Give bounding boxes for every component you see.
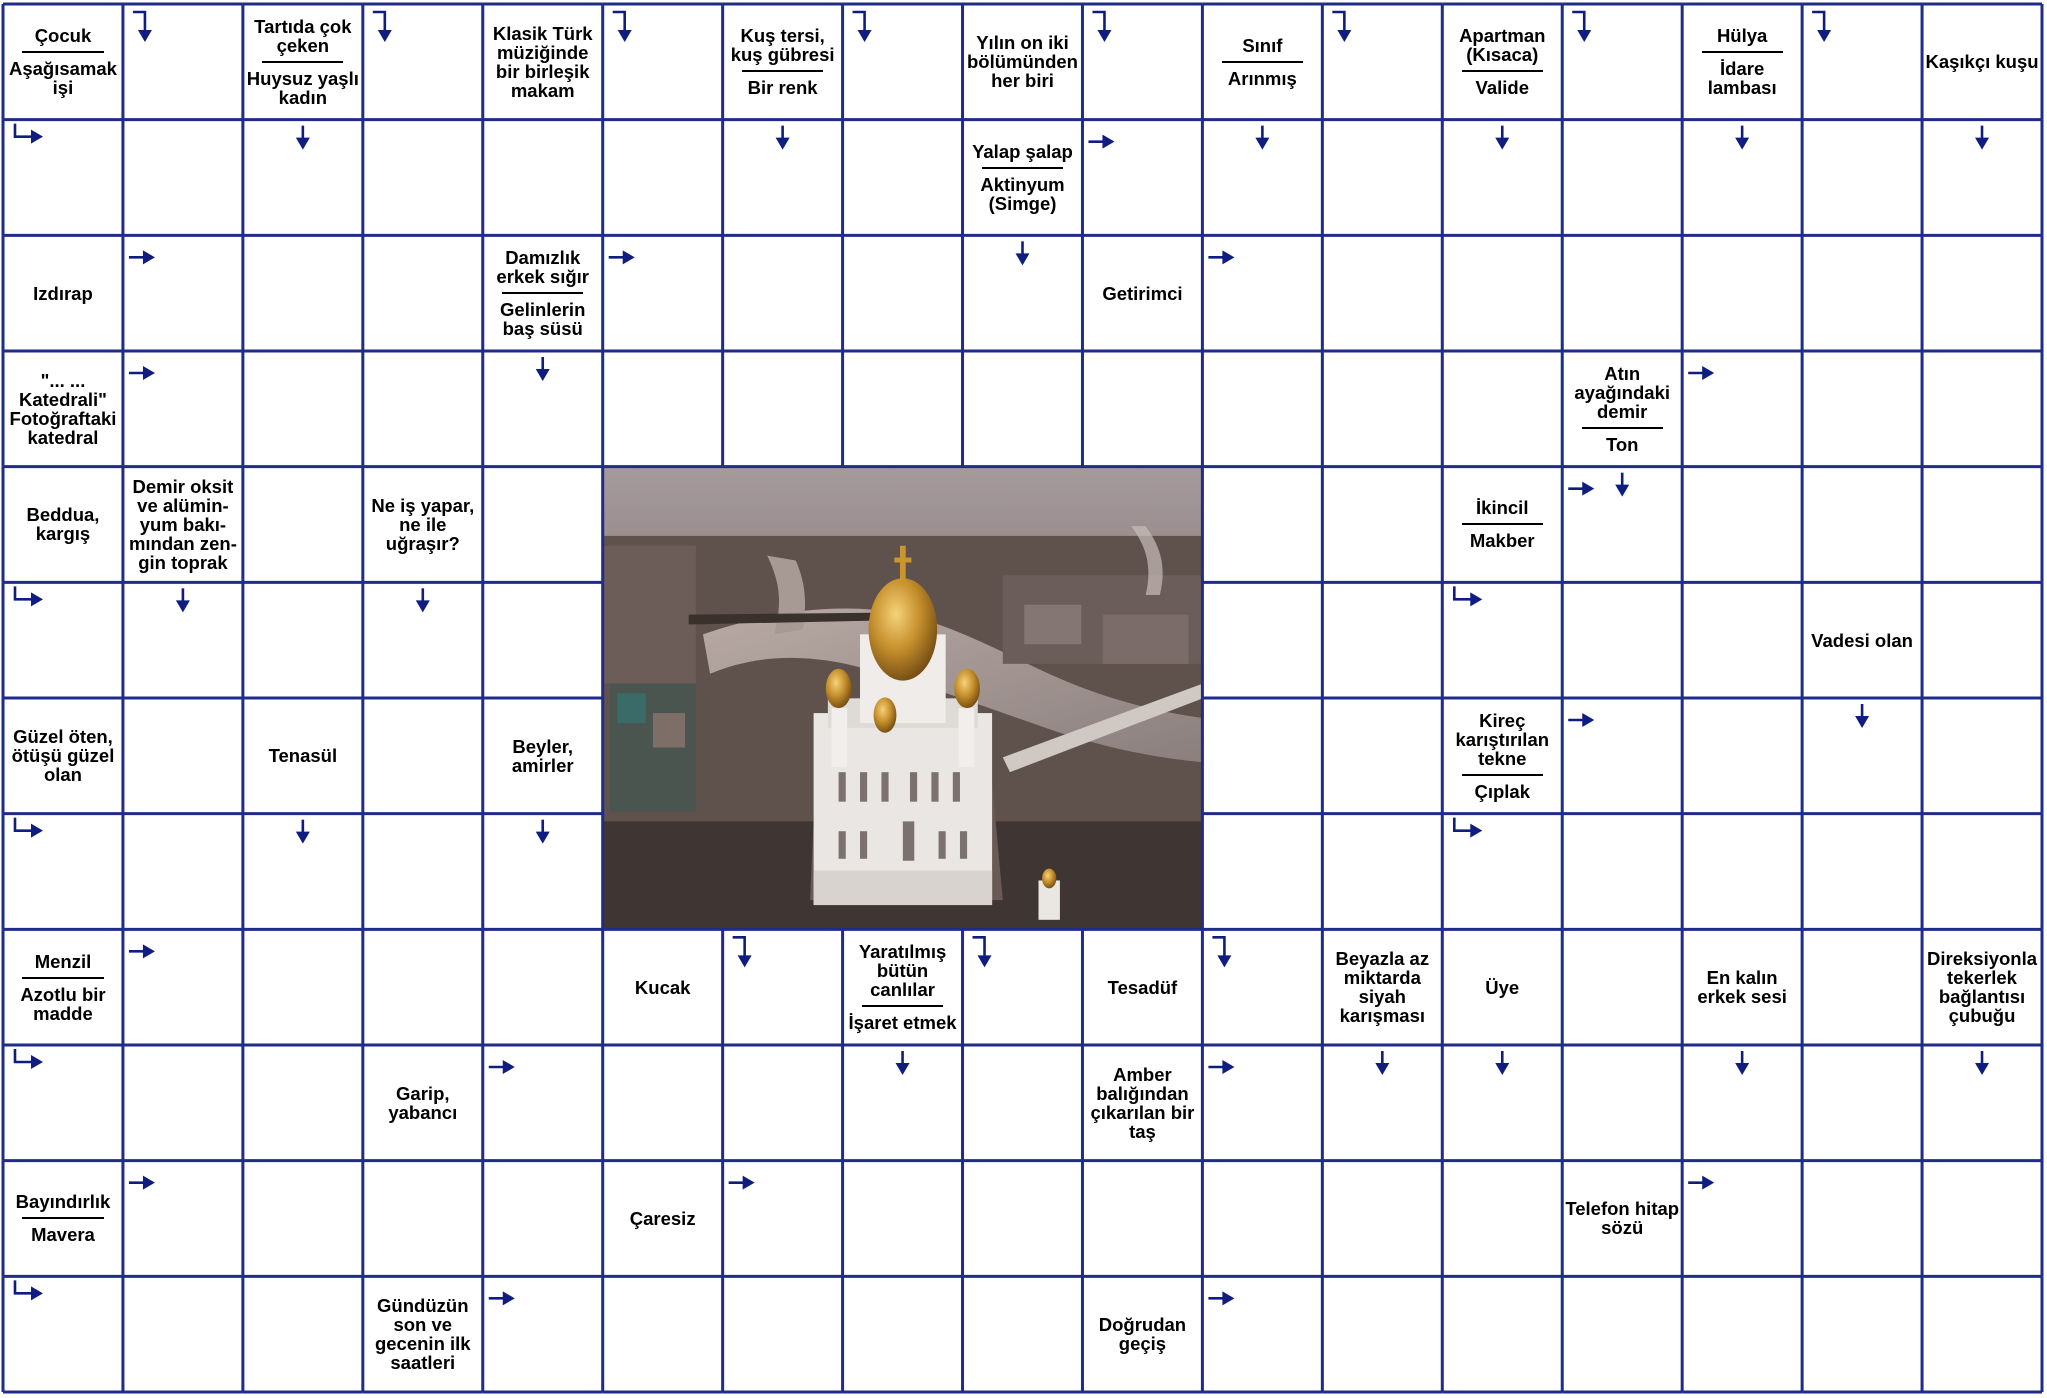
answer-cell[interactable]: [603, 1045, 723, 1161]
answer-cell[interactable]: [843, 1045, 963, 1161]
answer-cell[interactable]: [363, 351, 483, 467]
answer-cell[interactable]: [483, 351, 603, 467]
clue-text: Güzel öten, ötüşü güzel olan: [11, 726, 115, 786]
answer-cell[interactable]: [363, 235, 483, 351]
clue-separator: [1462, 70, 1543, 72]
answer-cell[interactable]: [123, 1045, 243, 1161]
answer-cell[interactable]: [1802, 4, 1922, 120]
answer-cell[interactable]: [1682, 1276, 1802, 1392]
answer-cell[interactable]: [1322, 4, 1442, 120]
clue-cell: [1442, 4, 1562, 120]
answer-cell[interactable]: [1802, 120, 1922, 236]
clue-separator: [862, 1005, 943, 1007]
clue-cell: [1322, 929, 1442, 1045]
clue-cell: [3, 467, 123, 583]
answer-cell[interactable]: [243, 929, 363, 1045]
clue-cell: [483, 235, 603, 351]
clue-cell: [603, 1161, 723, 1277]
clue-cell: [363, 1045, 483, 1161]
answer-cell[interactable]: [723, 1045, 843, 1161]
answer-cell[interactable]: [123, 4, 243, 120]
answer-cell[interactable]: [1682, 1161, 1802, 1277]
clue-text: Ton: [1605, 433, 1639, 455]
answer-cell[interactable]: [1082, 351, 1202, 467]
answer-cell[interactable]: [1322, 582, 1442, 698]
clue-text: Telefon hitap sözü: [1565, 1198, 1680, 1239]
answer-cell[interactable]: [1682, 235, 1802, 351]
clue-cell: [483, 698, 603, 814]
cathedral-image: [603, 467, 1203, 930]
clue-separator: [982, 167, 1063, 169]
answer-cell[interactable]: [483, 814, 603, 930]
clue-cell: [483, 4, 603, 120]
clue-text: Makber: [1469, 530, 1535, 552]
answer-cell[interactable]: [1322, 351, 1442, 467]
answer-cell[interactable]: [1202, 929, 1322, 1045]
answer-cell[interactable]: [123, 929, 243, 1045]
answer-cell[interactable]: [1442, 235, 1562, 351]
answer-cell[interactable]: [1682, 698, 1802, 814]
clue-cell: [1922, 4, 2042, 120]
answer-cell[interactable]: [963, 1161, 1083, 1277]
answer-cell[interactable]: [483, 929, 603, 1045]
answer-cell[interactable]: [483, 1276, 603, 1392]
answer-cell[interactable]: [843, 4, 963, 120]
answer-cell[interactable]: [723, 351, 843, 467]
clue-text: Sınıf: [1242, 34, 1283, 56]
answer-cell[interactable]: [723, 1276, 843, 1392]
clue-cell: [3, 1161, 123, 1277]
answer-cell[interactable]: [603, 4, 723, 120]
answer-cell[interactable]: [363, 1161, 483, 1277]
clue-text: Getirimci: [1102, 282, 1183, 304]
answer-cell[interactable]: [1802, 1161, 1922, 1277]
clue-text: Demir oksit ve alümin-yum bakı-mından zen-gin toprak: [128, 475, 237, 573]
clue-cell: [1802, 582, 1922, 698]
clue-cell: [363, 1276, 483, 1392]
clue-text: "... ... Katedrali" Fotoğraftaki katedral: [9, 369, 117, 448]
answer-cell[interactable]: [243, 467, 363, 583]
answer-cell[interactable]: [1922, 1045, 2042, 1161]
clue-text: Yalap şalap: [972, 140, 1073, 162]
clue-separator: [742, 70, 823, 72]
answer-cell[interactable]: [1322, 120, 1442, 236]
answer-cell[interactable]: [723, 929, 843, 1045]
clue-text: Tartıda çok çeken: [254, 15, 352, 56]
clue-text: Valide: [1475, 77, 1529, 99]
answer-cell[interactable]: [1682, 582, 1802, 698]
answer-cell[interactable]: [1802, 1276, 1922, 1392]
answer-cell[interactable]: [3, 120, 123, 236]
clue-cell: [1082, 1045, 1202, 1161]
answer-cell[interactable]: [1082, 4, 1202, 120]
answer-cell[interactable]: [1682, 814, 1802, 930]
clue-separator: [1222, 61, 1303, 63]
answer-cell[interactable]: [1922, 1276, 2042, 1392]
answer-cell[interactable]: [1682, 1045, 1802, 1161]
clue-text: Garip, yabancı: [388, 1082, 458, 1123]
clue-cell: [1562, 1161, 1682, 1277]
clue-cell: [603, 929, 723, 1045]
answer-cell[interactable]: [843, 235, 963, 351]
answer-cell[interactable]: [1922, 351, 2042, 467]
clue-cell: [1922, 929, 2042, 1045]
answer-cell[interactable]: [1202, 582, 1322, 698]
answer-cell[interactable]: [1442, 1161, 1562, 1277]
answer-cell[interactable]: [363, 4, 483, 120]
clue-cell: [1442, 698, 1562, 814]
answer-cell[interactable]: [243, 351, 363, 467]
clue-text: Arınmış: [1227, 67, 1297, 89]
clue-text: Çaresiz: [629, 1207, 696, 1229]
answer-cell[interactable]: [1562, 1276, 1682, 1392]
clue-separator: [22, 51, 103, 53]
clue-cell: [3, 235, 123, 351]
answer-cell[interactable]: [483, 1161, 603, 1277]
answer-cell[interactable]: [1442, 120, 1562, 236]
answer-cell[interactable]: [363, 814, 483, 930]
clue-cell: [963, 4, 1083, 120]
answer-cell[interactable]: [1562, 1045, 1682, 1161]
answer-cell[interactable]: [243, 814, 363, 930]
answer-cell[interactable]: [1562, 4, 1682, 120]
answer-cell[interactable]: [1322, 1045, 1442, 1161]
clue-text: Üye: [1485, 976, 1520, 998]
answer-cell[interactable]: [363, 698, 483, 814]
answer-cell[interactable]: [603, 235, 723, 351]
answer-cell[interactable]: [1682, 467, 1802, 583]
answer-cell[interactable]: [1442, 1276, 1562, 1392]
answer-cell[interactable]: [1442, 1045, 1562, 1161]
clue-text: Mavera: [31, 1224, 95, 1246]
answer-cell[interactable]: [1802, 698, 1922, 814]
answer-cell[interactable]: [1082, 120, 1202, 236]
clue-cell: [3, 929, 123, 1045]
clue-cell: [1442, 467, 1562, 583]
answer-cell[interactable]: [1562, 698, 1682, 814]
clue-text: Yaratılmış bütün canlılar: [858, 941, 947, 1001]
answer-cell[interactable]: [243, 120, 363, 236]
answer-cell[interactable]: [1322, 235, 1442, 351]
clue-text: Tenasül: [268, 745, 338, 767]
clue-text: Kaşıkçı kuşu: [1925, 51, 2039, 73]
clue-text: İkincil: [1476, 497, 1529, 519]
clue-text: En kalın erkek sesi: [1697, 967, 1787, 1008]
clue-cell: [1562, 351, 1682, 467]
answer-cell[interactable]: [1802, 351, 1922, 467]
answer-cell[interactable]: [1802, 467, 1922, 583]
clue-separator: [1462, 774, 1543, 776]
answer-cell[interactable]: [1562, 582, 1682, 698]
clue-text: Klasik Türk müziğinde bir birleşik makam: [492, 22, 593, 101]
clue-text: Atın ayağındaki demir: [1574, 362, 1671, 422]
answer-cell[interactable]: [963, 235, 1083, 351]
answer-cell[interactable]: [1202, 467, 1322, 583]
answer-cell[interactable]: [963, 351, 1083, 467]
answer-cell[interactable]: [483, 120, 603, 236]
answer-cell[interactable]: [1322, 1161, 1442, 1277]
clue-cell: [843, 929, 963, 1045]
answer-cell[interactable]: [1202, 351, 1322, 467]
clue-text: Aktinyum (Simge): [980, 173, 1065, 214]
answer-cell[interactable]: [963, 929, 1083, 1045]
answer-cell[interactable]: [1922, 814, 2042, 930]
answer-cell[interactable]: [1802, 929, 1922, 1045]
clue-text: Beyler, amirler: [511, 735, 574, 776]
answer-cell[interactable]: [1202, 1276, 1322, 1392]
clue-cell: [1682, 4, 1802, 120]
clue-text: Izdırap: [33, 282, 93, 304]
answer-cell[interactable]: [1202, 235, 1322, 351]
answer-cell[interactable]: [1202, 814, 1322, 930]
answer-cell[interactable]: [363, 120, 483, 236]
answer-cell[interactable]: [1922, 235, 2042, 351]
answer-cell[interactable]: [363, 582, 483, 698]
answer-cell[interactable]: [123, 582, 243, 698]
clue-text: Damızlık erkek sığır: [496, 247, 589, 288]
answer-cell[interactable]: [363, 929, 483, 1045]
answer-cell[interactable]: [843, 351, 963, 467]
answer-cell[interactable]: [1202, 120, 1322, 236]
answer-cell[interactable]: [723, 235, 843, 351]
clue-text: Amber balığından çıkarılan bir taş: [1090, 1063, 1195, 1142]
answer-cell[interactable]: [1322, 1276, 1442, 1392]
clue-separator: [502, 292, 583, 294]
answer-cell[interactable]: [123, 235, 243, 351]
clue-text: Apartman (Kısaca): [1459, 25, 1546, 66]
answer-cell[interactable]: [723, 120, 843, 236]
answer-cell[interactable]: [1562, 467, 1682, 583]
clue-text: Gelinlerin baş süsü: [500, 299, 586, 340]
answer-cell[interactable]: [843, 120, 963, 236]
answer-cell[interactable]: [603, 120, 723, 236]
clue-text: İşaret etmek: [848, 1012, 957, 1034]
clue-text: Azotlu bir madde: [20, 983, 106, 1024]
answer-cell[interactable]: [1682, 351, 1802, 467]
answer-cell[interactable]: [963, 1045, 1083, 1161]
answer-cell[interactable]: [1922, 582, 2042, 698]
answer-cell[interactable]: [1562, 235, 1682, 351]
answer-cell[interactable]: [1562, 120, 1682, 236]
answer-cell[interactable]: [483, 1045, 603, 1161]
answer-cell[interactable]: [1442, 351, 1562, 467]
answer-cell[interactable]: [243, 1276, 363, 1392]
clue-cell: [1682, 929, 1802, 1045]
answer-cell[interactable]: [1922, 1161, 2042, 1277]
clue-text: Kucak: [634, 976, 691, 998]
clue-cell: [1442, 929, 1562, 1045]
answer-cell[interactable]: [1202, 1161, 1322, 1277]
answer-cell[interactable]: [3, 582, 123, 698]
answer-cell[interactable]: [243, 235, 363, 351]
clue-separator: [22, 977, 103, 979]
clue-text: Beddua, kargış: [26, 504, 100, 545]
clue-cell: [1082, 929, 1202, 1045]
clue-cell: [1082, 1276, 1202, 1392]
clue-text: İdare lambası: [1707, 58, 1777, 99]
clue-text: Ne iş yapar, ne ile uğraşır?: [371, 494, 475, 554]
clue-text: Gündüzün son ve gecenin ilk saatleri: [374, 1295, 471, 1374]
answer-cell[interactable]: [603, 351, 723, 467]
clue-cell: [3, 4, 123, 120]
answer-cell[interactable]: [1322, 467, 1442, 583]
answer-cell[interactable]: [1562, 929, 1682, 1045]
answer-cell[interactable]: [483, 582, 603, 698]
clue-text: Menzil: [34, 950, 92, 972]
answer-cell[interactable]: [1322, 814, 1442, 930]
clue-text: Çıplak: [1474, 780, 1531, 802]
clue-text: Beyazla az miktarda siyah karışması: [1335, 948, 1430, 1027]
answer-cell[interactable]: [243, 582, 363, 698]
clue-cell: [3, 351, 123, 467]
answer-cell[interactable]: [1922, 467, 2042, 583]
answer-cell[interactable]: [243, 1045, 363, 1161]
clue-cell: [723, 4, 843, 120]
clue-cell: [123, 467, 243, 583]
clue-separator: [1702, 51, 1783, 53]
answer-cell[interactable]: [123, 1161, 243, 1277]
answer-cell[interactable]: [603, 1276, 723, 1392]
cathedral-photo: [603, 467, 1203, 930]
answer-cell[interactable]: [3, 1045, 123, 1161]
clue-text: Vadesi olan: [1811, 629, 1913, 651]
answer-cell[interactable]: [1562, 814, 1682, 930]
answer-cell[interactable]: [1322, 698, 1442, 814]
answer-cell[interactable]: [1922, 120, 2042, 236]
clue-text: Direksiyonla tekerlek bağlantısı çubuğu: [1927, 948, 2038, 1027]
answer-cell[interactable]: [1802, 814, 1922, 930]
clue-cell: [1202, 4, 1322, 120]
clue-separator: [262, 61, 343, 63]
answer-cell[interactable]: [843, 1276, 963, 1392]
answer-cell[interactable]: [1802, 235, 1922, 351]
answer-cell[interactable]: [123, 1276, 243, 1392]
clue-text: Hülya: [1716, 25, 1768, 47]
answer-cell[interactable]: [1202, 698, 1322, 814]
clue-text: Çocuk: [34, 25, 92, 47]
answer-cell[interactable]: [123, 814, 243, 930]
answer-cell[interactable]: [963, 1276, 1083, 1392]
answer-cell[interactable]: [3, 1276, 123, 1392]
clue-text: Yılın on iki bölümünden her biri: [966, 32, 1078, 92]
clue-text: Tesadüf: [1107, 976, 1178, 998]
answer-cell[interactable]: [723, 1161, 843, 1277]
clue-cell: [243, 698, 363, 814]
clue-text: Kuş tersi, kuş gübresi: [730, 25, 835, 66]
answer-cell[interactable]: [1202, 1045, 1322, 1161]
clue-cell: [3, 698, 123, 814]
answer-cell[interactable]: [123, 120, 243, 236]
clue-separator: [1462, 523, 1543, 525]
clue-text: Aşağısamak işi: [8, 58, 117, 99]
clue-text: Bir renk: [747, 77, 818, 99]
answer-cell[interactable]: [1082, 1161, 1202, 1277]
clue-separator: [1582, 427, 1663, 429]
clue-cell: [963, 120, 1083, 236]
answer-cell[interactable]: [123, 698, 243, 814]
clue-text: Bayındırlık: [15, 1191, 111, 1213]
answer-cell[interactable]: [1922, 698, 2042, 814]
clue-separator: [22, 1217, 103, 1219]
answer-cell[interactable]: [483, 467, 603, 583]
clue-cell: [243, 4, 363, 120]
answer-cell[interactable]: [1442, 582, 1562, 698]
clue-cell: [363, 467, 483, 583]
answer-cell[interactable]: [843, 1161, 963, 1277]
answer-cell[interactable]: [1802, 1045, 1922, 1161]
answer-cell[interactable]: [1682, 120, 1802, 236]
clue-text: Huysuz yaşlı kadın: [246, 67, 359, 108]
answer-cell[interactable]: [1442, 814, 1562, 930]
answer-cell[interactable]: [3, 814, 123, 930]
answer-cell[interactable]: [123, 351, 243, 467]
clue-text: Doğrudan geçiş: [1098, 1314, 1187, 1355]
clue-cell: [1082, 235, 1202, 351]
answer-cell[interactable]: [243, 1161, 363, 1277]
clue-text: Kireç karıştırılan tekne: [1455, 709, 1550, 769]
